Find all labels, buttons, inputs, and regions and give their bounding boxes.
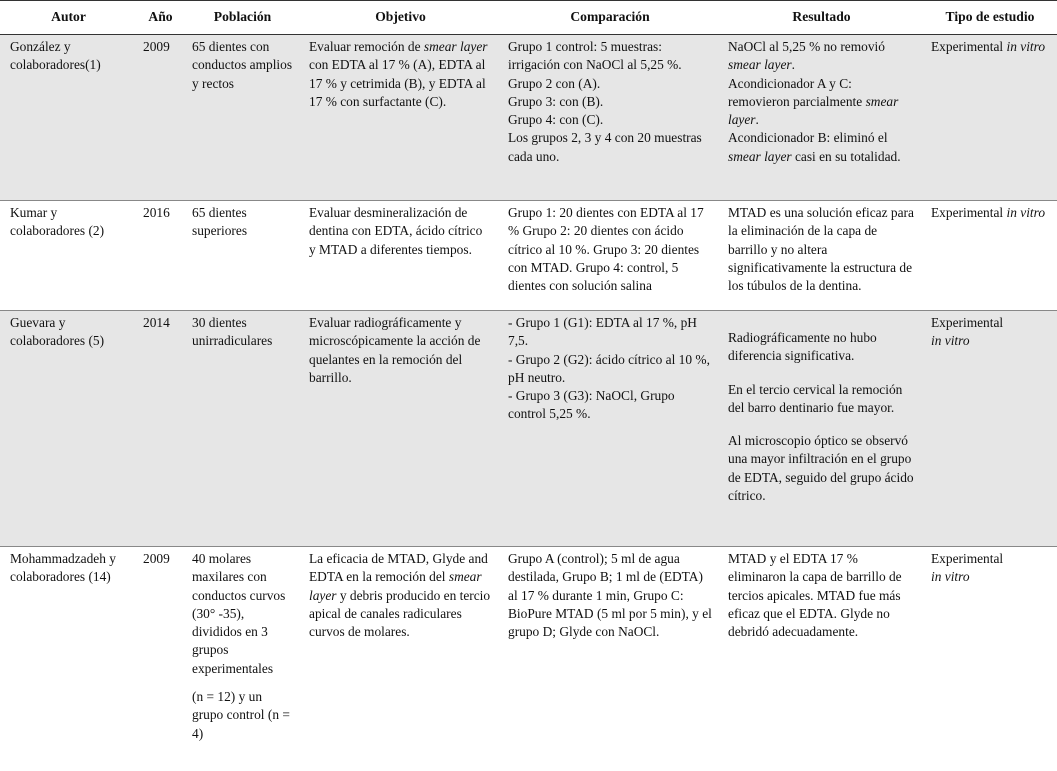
header-autor: Autor xyxy=(0,1,137,35)
cell-tipo-estudio: Experimental in vitro xyxy=(923,547,1057,766)
cell-tipo-estudio: Experimental in vitro xyxy=(923,35,1057,201)
cell-poblacion: 40 molares maxilares con conductos curvos (30° -35), divididos en 3 grupos experimentales (n = 12) y un grupo control (n = 4) xyxy=(184,547,301,766)
table-row xyxy=(0,35,1057,201)
cell-autor: Guevara y colaboradores (5) xyxy=(0,311,137,547)
cell-autor: González y colaboradores(1) xyxy=(0,35,137,201)
table-row xyxy=(0,201,1057,311)
cell-comparacion: Grupo 1 control: 5 muestras: irrigación con NaOCl al 5,25 %. Grupo 2 con (A). Grupo 3: con (B). Grupo 4: con (C). Los grupos 2, 3 y 4 con 20 muestras cada uno. xyxy=(500,35,720,201)
cell-autor: Kumar y colaboradores (2) xyxy=(0,201,137,311)
header-resultado: Resultado xyxy=(720,1,923,35)
header-poblacion: Población xyxy=(184,1,301,35)
cell-comparacion: Grupo A (control); 5 ml de agua destilada, Grupo B; 1 ml de (EDTA) al 17 % durante 1 min, Grupo C: BioPure MTAD (5 ml por 5 min), y el grupo D; Glyde con NaOCl. xyxy=(500,547,720,766)
cell-poblacion: 65 dientes con conductos amplios y rectos xyxy=(184,35,301,201)
cell-objetivo: La eficacia de MTAD, Glyde and EDTA en la remoción del smear layer y debris producido en tercio apical de canales radiculares curvos de molares. xyxy=(301,547,500,766)
table-row xyxy=(0,311,1057,547)
cell-anio: 2014 xyxy=(137,311,184,547)
cell-objetivo: Evaluar remoción de smear layer con EDTA al 17 % (A), EDTA al 17 % y cetrimida (B), y EDTA al 17 % con surfactante (C). xyxy=(301,35,500,201)
header-anio: Año xyxy=(137,1,184,35)
table-row xyxy=(0,547,1057,766)
cell-resultado: MTAD es una solución eficaz para la eliminación de la capa de barrillo y no altera significativamente la estructura de los túbulos de la dentina. xyxy=(720,201,923,311)
cell-poblacion: 65 dientes superiores xyxy=(184,201,301,311)
table-header-row xyxy=(0,1,1057,35)
cell-comparacion: - Grupo 1 (G1): EDTA al 17 %, pH 7,5. - Grupo 2 (G2): ácido cítrico al 10 %, pH neutro. - Grupo 3 (G3): NaOCl, Grupo control 5,25 %. xyxy=(500,311,720,547)
header-comparacion: Comparación xyxy=(500,1,720,35)
cell-resultado: Radiográficamente no hubo diferencia significativa. En el tercio cervical la remoción del barro dentinario fue mayor. Al microscopio óptico se observó una mayor infiltración en el grupo de EDTA, seguido del grupo ácido cítrico. xyxy=(720,311,923,547)
cell-anio: 2016 xyxy=(137,201,184,311)
cell-poblacion: 30 dientes unirradiculares xyxy=(184,311,301,547)
cell-resultado: MTAD y el EDTA 17 % eliminaron la capa de barrillo de tercios apicales. MTAD fue más eficaz que el EDTA. Glyde no debridó adecuadamente. xyxy=(720,547,923,766)
header-objetivo: Objetivo xyxy=(301,1,500,35)
cell-objetivo: Evaluar desmineralización de dentina con EDTA, ácido cítrico y MTAD a diferentes tiempos. xyxy=(301,201,500,311)
cell-autor: Mohammadzadeh y colaboradores (14) xyxy=(0,547,137,766)
cell-tipo-estudio: Experimental in vitro xyxy=(923,201,1057,311)
cell-anio: 2009 xyxy=(137,547,184,766)
cell-resultado: NaOCl al 5,25 % no removió smear layer. Acondicionador A y C: removieron parcialmente smear layer. Acondicionador B: eliminó el smear layer casi en su totalidad. xyxy=(720,35,923,201)
header-tipo-estudio: Tipo de estudio xyxy=(923,1,1057,35)
cell-anio: 2009 xyxy=(137,35,184,201)
cell-objetivo: Evaluar radiográficamente y microscópicamente la acción de quelantes en la remoción del barrillo. xyxy=(301,311,500,547)
cell-tipo-estudio: Experimental in vitro xyxy=(923,311,1057,547)
cell-comparacion: Grupo 1: 20 dientes con EDTA al 17 % Grupo 2: 20 dientes con ácido cítrico al 10 %. Grupo 3: 20 dientes con MTAD. Grupo 4: control, 5 dientes con solución salina xyxy=(500,201,720,311)
